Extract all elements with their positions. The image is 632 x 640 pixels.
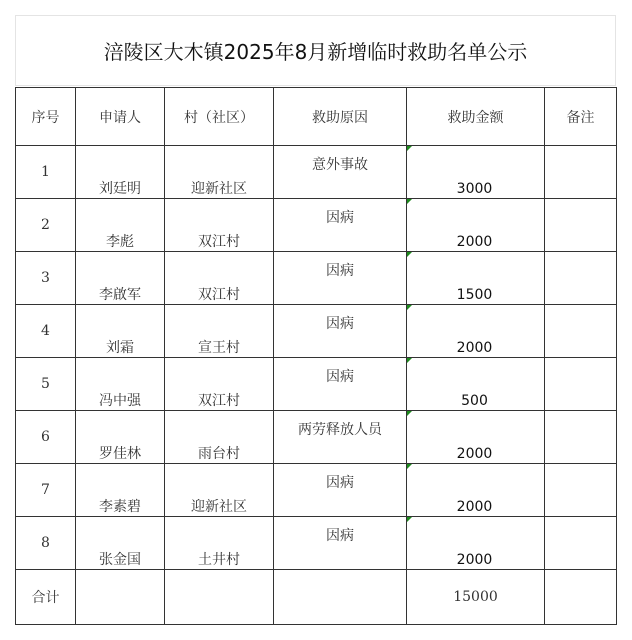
table-row — [16, 411, 617, 464]
row-village: 雨台村 — [165, 411, 274, 464]
row-reason: 因病 — [274, 358, 407, 411]
total-empty-cell — [165, 570, 274, 625]
row-note — [545, 358, 617, 411]
header-note: 备注 — [545, 88, 617, 146]
row-applicant: 李彪 — [76, 199, 165, 252]
row-village: 双江村 — [165, 252, 274, 305]
row-applicant: 冯中强 — [76, 358, 165, 411]
row-amount: 500 — [407, 358, 545, 411]
row-reason: 因病 — [274, 252, 407, 305]
row-reason: 因病 — [274, 464, 407, 517]
row-index: 1 — [16, 146, 76, 199]
row-index: 6 — [16, 411, 76, 464]
row-index: 7 — [16, 464, 76, 517]
row-note — [545, 517, 617, 570]
row-index: 2 — [16, 199, 76, 252]
row-reason: 意外事故 — [274, 146, 407, 199]
row-note — [545, 199, 617, 252]
table-row — [16, 146, 617, 199]
row-applicant: 罗佳林 — [76, 411, 165, 464]
cell-flag-icon — [407, 358, 412, 363]
row-village: 迎新社区 — [165, 464, 274, 517]
row-amount: 1500 — [407, 252, 545, 305]
table-row — [16, 199, 617, 252]
row-reason: 因病 — [274, 305, 407, 358]
header-reason: 救助原因 — [274, 88, 407, 146]
total-label: 合计 — [16, 570, 76, 625]
header-village: 村（社区） — [165, 88, 274, 146]
relief-list-table — [15, 87, 617, 625]
table-row — [16, 252, 617, 305]
row-index: 5 — [16, 358, 76, 411]
cell-flag-icon — [407, 199, 412, 204]
header-row — [16, 88, 617, 146]
row-amount: 2000 — [407, 411, 545, 464]
row-note — [545, 146, 617, 199]
header-applicant: 申请人 — [76, 88, 165, 146]
total-empty-cell — [76, 570, 165, 625]
row-note — [545, 464, 617, 517]
row-amount: 2000 — [407, 464, 545, 517]
row-note — [545, 252, 617, 305]
cell-flag-icon — [407, 411, 412, 416]
cell-flag-icon — [407, 464, 412, 469]
row-village: 迎新社区 — [165, 146, 274, 199]
total-empty-cell — [545, 570, 617, 625]
table-row — [16, 305, 617, 358]
header-amount: 救助金额 — [407, 88, 545, 146]
row-applicant: 张金国 — [76, 517, 165, 570]
row-applicant: 刘廷明 — [76, 146, 165, 199]
row-village: 土井村 — [165, 517, 274, 570]
total-row — [16, 570, 617, 625]
row-village: 宣王村 — [165, 305, 274, 358]
row-index: 3 — [16, 252, 76, 305]
row-reason: 两劳释放人员 — [274, 411, 407, 464]
row-note — [545, 411, 617, 464]
row-amount: 3000 — [407, 146, 545, 199]
row-village: 双江村 — [165, 358, 274, 411]
row-reason: 因病 — [274, 199, 407, 252]
row-amount: 2000 — [407, 517, 545, 570]
row-note — [545, 305, 617, 358]
cell-flag-icon — [407, 305, 412, 310]
row-amount: 2000 — [407, 199, 545, 252]
row-applicant: 李啟军 — [76, 252, 165, 305]
row-applicant: 刘霜 — [76, 305, 165, 358]
row-index: 8 — [16, 517, 76, 570]
title-box — [15, 15, 616, 86]
row-amount: 2000 — [407, 305, 545, 358]
row-village: 双江村 — [165, 199, 274, 252]
cell-flag-icon — [407, 146, 412, 151]
total-amount: 15000 — [407, 570, 545, 625]
table-row — [16, 358, 617, 411]
table-row — [16, 464, 617, 517]
row-applicant: 李素碧 — [76, 464, 165, 517]
total-empty-cell — [274, 570, 407, 625]
cell-flag-icon — [407, 517, 412, 522]
page-title: 涪陵区大木镇2025年8月新增临时救助名单公示 — [103, 40, 528, 64]
row-index: 4 — [16, 305, 76, 358]
cell-flag-icon — [407, 252, 412, 257]
header-index: 序号 — [16, 88, 76, 146]
row-reason: 因病 — [274, 517, 407, 570]
table-row — [16, 517, 617, 570]
